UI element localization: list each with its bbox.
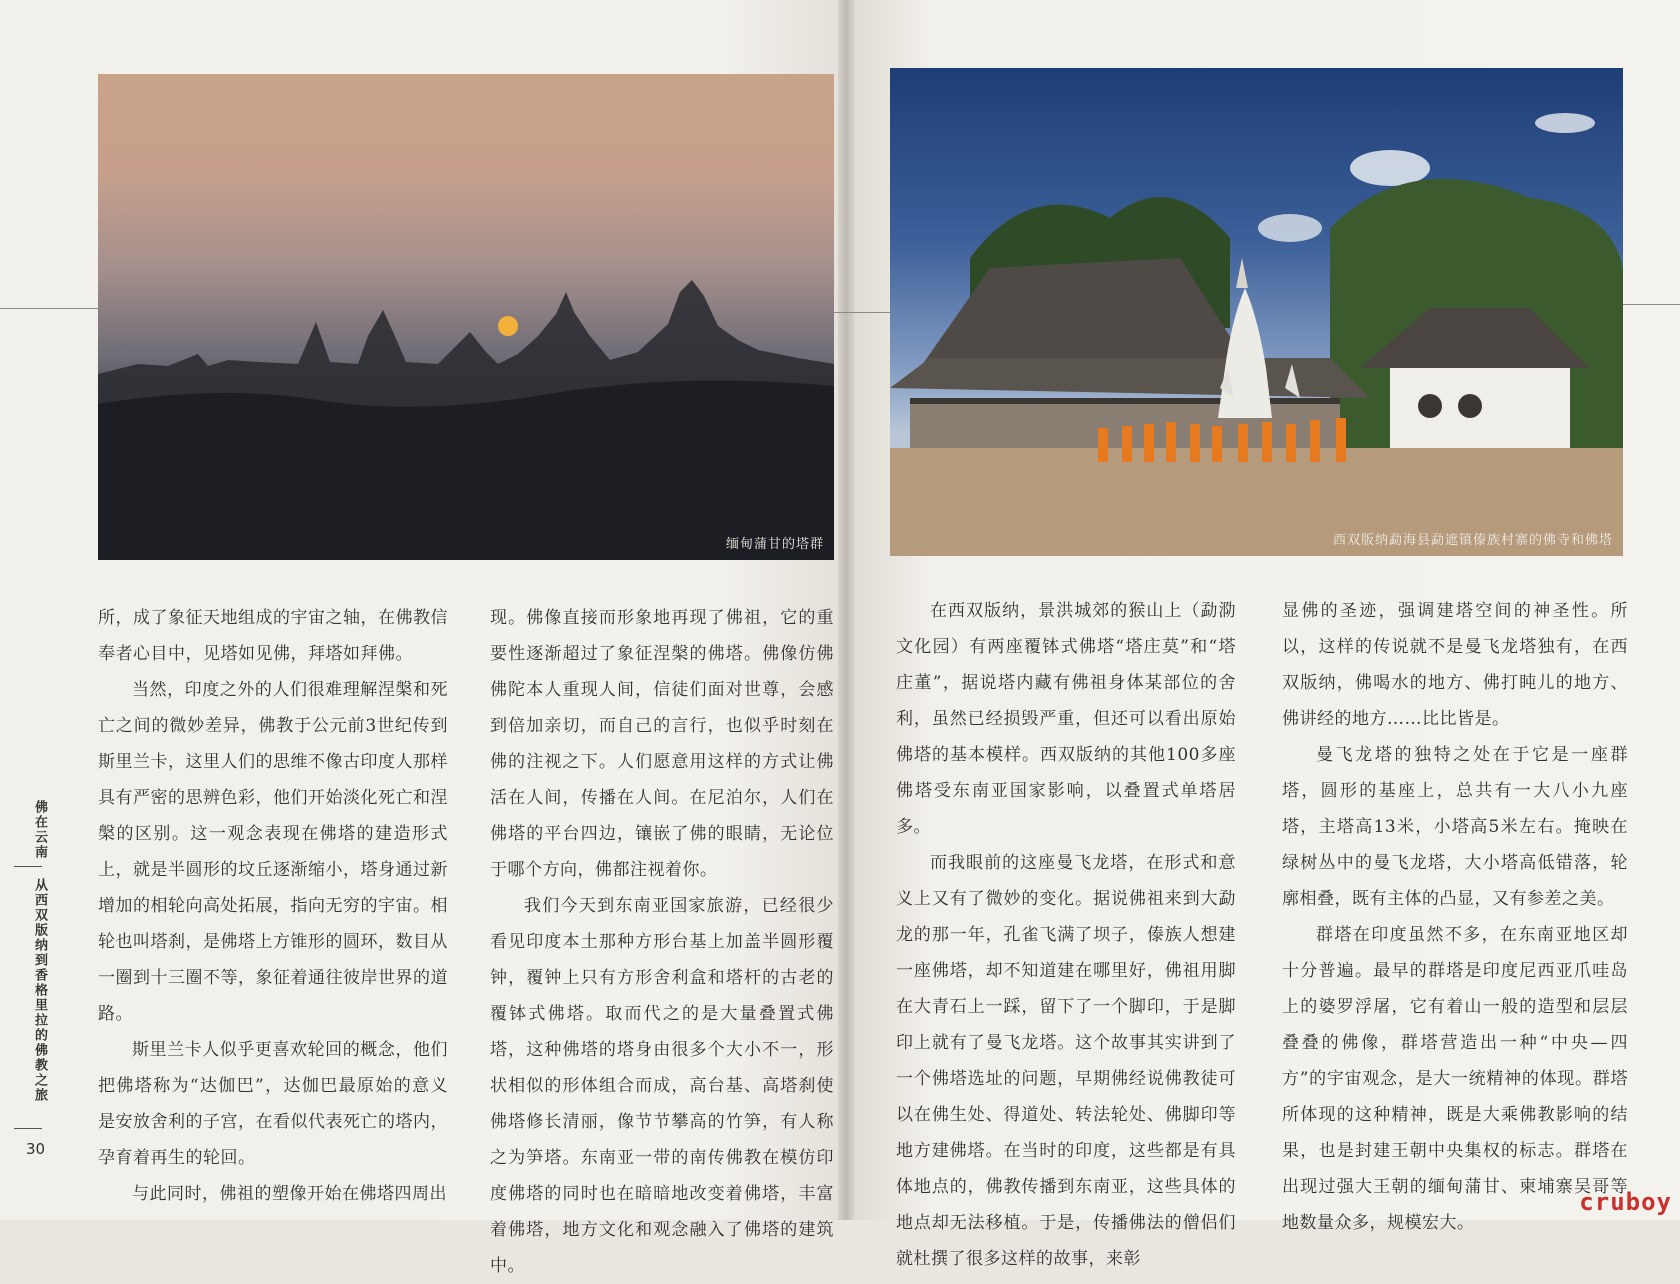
- paragraph: 斯里兰卡人似乎更喜欢轮回的概念，他们把佛塔称为“达伽巴”，达伽巴最原始的意义是安放舍利的子宫，在看似代表死亡的塔内，孕育着再生的轮回。: [98, 1040, 448, 1168]
- right-page-column-2: [1282, 593, 1628, 1241]
- paragraph: 群塔在印度虽然不多，在东南亚地区却十分普遍。最早的群塔是印度尼西亚爪哇岛上的婆罗浮屠，它有着山一般的造型和层层叠叠的佛像，群塔营造出一种“中央—四方”的宇宙观念，是大一统精神的体现。群塔所体现的这种精神，既是大乘佛教影响的结果，也是封建王朝中央集权的标志。群塔在出现过强大王朝的缅甸蒲甘、柬埔寨吴哥等地数量众多，规模宏大。: [1282, 925, 1628, 1233]
- right-page-column-1: [896, 593, 1236, 1277]
- book-gutter: [838, 0, 854, 1220]
- photo-dai-temple: [890, 68, 1623, 556]
- photo-caption-left: 缅甸蒲甘的塔群: [725, 537, 824, 552]
- photo-bagan-pagodas: [98, 74, 834, 560]
- paragraph: 而我眼前的这座曼飞龙塔，在形式和意义上又有了微妙的变化。据说佛祖来到大勐龙的那一年，孔雀飞满了坝子，傣族人想建一座佛塔，却不知道建在哪里好，佛祖用脚在大青石上一踩，留下了一个脚印，于是脚印上就有了曼飞龙塔。这个故事其实讲到了一个佛塔选址的问题，早期佛经说佛教徒可以在佛生处、得道处、转法轮处、佛脚印等地方建佛塔。在当时的印度，这些都是有具体地点的，佛教传播到东南亚，这些具体的地点却无法移植。于是，传播佛法的僧侣们就杜撰了很多这样的故事，来彰: [896, 853, 1236, 1269]
- sun-shape: [498, 316, 518, 336]
- margin-rule-center: [834, 312, 890, 313]
- margin-rule-right: [1623, 304, 1680, 305]
- page-number-rule: [14, 1128, 42, 1129]
- left-page-column-1: [98, 600, 448, 1212]
- paragraph: 曼飞龙塔的独特之处在于它是一座群塔，圆形的基座上，总共有一大八小九座塔，主塔高13米，小塔高5米左右。掩映在绿树丛中的曼飞龙塔，大小塔高低错落，轮廓相叠，既有主体的凸显，又有参差之美。: [1282, 745, 1628, 909]
- margin-rule-left: [0, 308, 98, 309]
- paragraph: 在西双版纳，景洪城郊的猴山上（勐泐文化园）有两座覆钵式佛塔“塔庄莫”和“塔庄董”，据说塔内藏有佛祖身体某部位的舍利，虽然已经损毁严重，但还可以看出原始佛塔的基本模样。西双版纳的其他100多座佛塔受东南亚国家影响，以叠置式单塔居多。: [896, 601, 1236, 837]
- paragraph: 当然，印度之外的人们很难理解涅槃和死亡之间的微妙差异，佛教于公元前3世纪传到斯里兰卡，这里人们的思维不像古印度人那样具有严密的思辨色彩，他们开始淡化死亡和涅槃的区别。这一观念表现在佛塔的建造形式上，就是半圆形的坟丘逐渐缩小，塔身通过新增加的相轮向高处拓展，指向无穷的宇宙。相轮也叫塔刹，是佛塔上方锥形的圆环，数目从一圈到十三圈不等，象征着通往彼岸世界的道路。: [98, 680, 448, 1024]
- paragraph: 显佛的圣迹，强调建塔空间的神圣性。所以，这样的传说就不是曼飞龙塔独有，在西双版纳，佛喝水的地方、佛打盹儿的地方、佛讲经的地方……比比皆是。: [1282, 601, 1628, 729]
- running-head-rule: [14, 866, 42, 867]
- paragraph: 与此同时，佛祖的塑像开始在佛塔四周出: [132, 1184, 447, 1204]
- paragraph: 所，成了象征天地组成的宇宙之轴，在佛教信奉者心目中，见塔如见佛，拜塔如拜佛。: [98, 608, 448, 664]
- paragraph: 我们今天到东南亚国家旅游，已经很少看见印度本土那种方形台基上加盖半圆形覆钟，覆钟上只有方形舍利盒和塔杆的古老的覆钵式佛塔。取而代之的是大量叠置式佛塔，这种佛塔的塔身由很多个大小不一，形状相似的形体组合而成，高台基、高塔刹使佛塔修长清丽，像节节攀高的竹笋，有人称之为笋塔。东南亚一带的南传佛教在模仿印度佛塔的同时也在暗暗地改变着佛塔，丰富着佛塔，地方文化和观念融入了佛塔的建筑中。: [490, 896, 834, 1276]
- left-page-column-2: [490, 600, 834, 1284]
- page-number: 30: [26, 1140, 46, 1158]
- paragraph: 现。佛像直接而形象地再现了佛祖，它的重要性逐渐超过了象征涅槃的佛塔。佛像仿佛佛陀本人重现人间，信徒们面对世尊，会感到倍加亲切，而自己的言行，也似乎时刻在佛的注视之下。人们愿意用这样的方式让佛活在人间，传播在人间。在尼泊尔，人们在佛塔的平台四边，镶嵌了佛的眼睛，无论位于哪个方向，佛都注视着你。: [490, 608, 834, 880]
- running-head-subtitle: 从西双版纳到香格里拉的佛教之旅: [32, 878, 47, 1103]
- watermark-text: cruboy: [1579, 1188, 1672, 1216]
- photo-caption-right: 西双版纳勐海县勐遮镇傣族村寨的佛寺和佛塔: [1332, 533, 1613, 548]
- running-head-book-title: 佛在云南: [32, 800, 47, 860]
